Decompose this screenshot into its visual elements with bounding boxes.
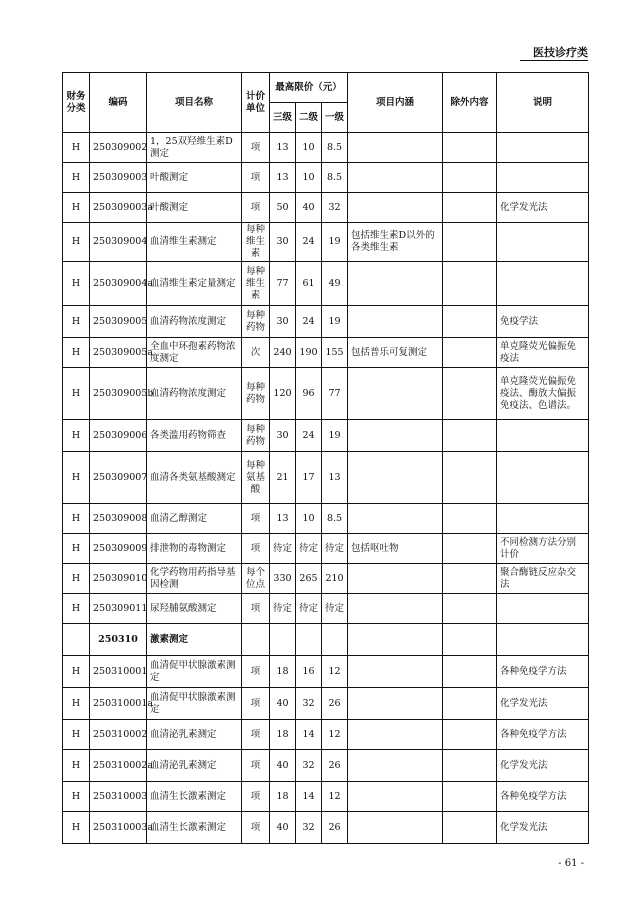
row-price-level2: 190: [296, 338, 322, 368]
row-name: 全血中环孢素药物浓度测定: [147, 338, 242, 368]
row-price-level1: 32: [322, 193, 348, 223]
row-price-level3: 240: [270, 338, 296, 368]
table-row: [63, 656, 589, 688]
table-row: [63, 720, 589, 750]
row-price-level3: 18: [270, 720, 296, 750]
table-row: [63, 534, 589, 564]
header-rule: [520, 60, 588, 61]
table-row: [63, 133, 589, 163]
row-content: [348, 262, 443, 306]
row-exclusion: [443, 420, 497, 452]
row-code: 250309011: [90, 594, 147, 624]
table-row: [63, 452, 589, 504]
row-price-level1: 26: [322, 688, 348, 720]
row-name: 血清维生素测定: [147, 223, 242, 262]
row-unit: 每种药物: [242, 368, 270, 420]
header-level2: 二级: [296, 103, 322, 133]
row-content: [348, 624, 443, 656]
row-content: [348, 452, 443, 504]
row-code: 250310002: [90, 720, 147, 750]
table-body: [63, 133, 589, 844]
page-number: - 61 -: [558, 858, 584, 869]
row-note: 免疫学法: [497, 306, 589, 338]
row-note: [497, 624, 589, 656]
row-price-level2: 40: [296, 193, 322, 223]
row-price-level1: 77: [322, 368, 348, 420]
row-price-level2: 待定: [296, 594, 322, 624]
row-price-level1: 12: [322, 782, 348, 812]
price-table: [62, 72, 589, 844]
row-unit: 项: [242, 504, 270, 534]
row-name: 血清促甲状腺激素测定: [147, 688, 242, 720]
row-name: 血清泌乳素测定: [147, 750, 242, 782]
row-price-level3: 待定: [270, 594, 296, 624]
table-row: [63, 420, 589, 452]
row-category: [63, 624, 90, 656]
table-row: [63, 193, 589, 223]
table-row: [63, 262, 589, 306]
row-exclusion: [443, 534, 497, 564]
row-price-level3: 40: [270, 688, 296, 720]
row-name: 激素测定: [147, 624, 242, 656]
header-max-price: 最高限价（元）: [270, 73, 348, 103]
row-category: H: [63, 223, 90, 262]
row-note: 单克隆荧光偏振免疫法: [497, 338, 589, 368]
row-price-level1: 8.5: [322, 163, 348, 193]
row-content: [348, 750, 443, 782]
row-note: [497, 420, 589, 452]
row-price-level1: 19: [322, 420, 348, 452]
row-name: 血清维生素定量测定: [147, 262, 242, 306]
row-category: H: [63, 504, 90, 534]
row-code: 250309005: [90, 306, 147, 338]
row-code: 250310: [90, 624, 147, 656]
row-exclusion: [443, 688, 497, 720]
row-price-level3: 40: [270, 750, 296, 782]
row-note: [497, 133, 589, 163]
table-row: [63, 504, 589, 534]
row-note: [497, 452, 589, 504]
row-content: [348, 564, 443, 594]
row-content: [348, 133, 443, 163]
row-price-level2: 10: [296, 504, 322, 534]
row-content: [348, 720, 443, 750]
row-price-level2: 32: [296, 688, 322, 720]
row-category: H: [63, 750, 90, 782]
table-row: [63, 338, 589, 368]
row-code: 250309004: [90, 223, 147, 262]
row-exclusion: [443, 624, 497, 656]
row-content: [348, 193, 443, 223]
row-price-level3: 30: [270, 420, 296, 452]
header-code: 编码: [90, 73, 147, 133]
row-price-level3: 13: [270, 504, 296, 534]
row-price-level2: 14: [296, 782, 322, 812]
row-name: 血清乙醇测定: [147, 504, 242, 534]
row-exclusion: [443, 452, 497, 504]
row-exclusion: [443, 338, 497, 368]
row-exclusion: [443, 656, 497, 688]
row-category: H: [63, 534, 90, 564]
row-code: 250309004a: [90, 262, 147, 306]
row-unit: 每种维生素: [242, 262, 270, 306]
table-row: [63, 223, 589, 262]
row-price-level1: 待定: [322, 594, 348, 624]
row-code: 250310002a: [90, 750, 147, 782]
row-note: 化学发光法: [497, 812, 589, 844]
row-unit: 每种维生素: [242, 223, 270, 262]
row-price-level2: 265: [296, 564, 322, 594]
section-header: 医技诊疗类: [533, 46, 588, 59]
row-content: [348, 368, 443, 420]
row-category: H: [63, 564, 90, 594]
row-unit: 项: [242, 656, 270, 688]
row-code: 250309008: [90, 504, 147, 534]
table-row: [63, 782, 589, 812]
table-row: [63, 750, 589, 782]
row-code: 250310003: [90, 782, 147, 812]
row-price-level3: 18: [270, 656, 296, 688]
row-name: 血清生长激素测定: [147, 782, 242, 812]
row-price-level1: 12: [322, 720, 348, 750]
row-name: 排泄物的毒物测定: [147, 534, 242, 564]
row-exclusion: [443, 262, 497, 306]
row-price-level2: 61: [296, 262, 322, 306]
row-price-level2: 32: [296, 750, 322, 782]
row-price-level3: 50: [270, 193, 296, 223]
row-category: H: [63, 420, 90, 452]
row-name: 各类滥用药物筛查: [147, 420, 242, 452]
row-unit: 项: [242, 782, 270, 812]
header-note: 说明: [497, 73, 589, 133]
row-price-level2: 24: [296, 420, 322, 452]
row-category: H: [63, 594, 90, 624]
row-category: H: [63, 452, 90, 504]
header-category: 财务分类: [63, 73, 90, 133]
row-name: 血清药物浓度测定: [147, 368, 242, 420]
row-note: 化学发光法: [497, 688, 589, 720]
row-note: [497, 163, 589, 193]
row-name: 化学药物用药指导基因检测: [147, 564, 242, 594]
row-category: H: [63, 262, 90, 306]
row-category: H: [63, 782, 90, 812]
row-code: 250309006: [90, 420, 147, 452]
row-content: [348, 782, 443, 812]
row-note: 各种免疫学方法: [497, 656, 589, 688]
table-row: [63, 812, 589, 844]
row-price-level1: 12: [322, 656, 348, 688]
row-category: H: [63, 368, 90, 420]
row-unit: 项: [242, 688, 270, 720]
row-unit: 项: [242, 193, 270, 223]
row-price-level1: 26: [322, 812, 348, 844]
row-content: 包括呕吐物: [348, 534, 443, 564]
row-name: 1，25双羟维生素D测定: [147, 133, 242, 163]
row-code: 250309003a: [90, 193, 147, 223]
row-category: H: [63, 688, 90, 720]
row-note: 各种免疫学方法: [497, 782, 589, 812]
table-row: [63, 368, 589, 420]
row-exclusion: [443, 594, 497, 624]
row-note: 单克隆荧光偏振免疫法、酶放大偏振免疫法、色谱法。: [497, 368, 589, 420]
row-unit: 项: [242, 534, 270, 564]
header-unit: 计价单位: [242, 73, 270, 133]
row-unit: 项: [242, 720, 270, 750]
row-price-level3: 30: [270, 223, 296, 262]
row-unit: 项: [242, 750, 270, 782]
row-price-level1: 8.5: [322, 133, 348, 163]
row-price-level3: 120: [270, 368, 296, 420]
row-category: H: [63, 133, 90, 163]
row-price-level1: 19: [322, 223, 348, 262]
header-level1: 一级: [322, 103, 348, 133]
row-category: H: [63, 812, 90, 844]
row-price-level3: 30: [270, 306, 296, 338]
row-name: 叶酸测定: [147, 163, 242, 193]
row-price-level3: 13: [270, 133, 296, 163]
row-code: 250309005a: [90, 338, 147, 368]
table-row: [63, 688, 589, 720]
row-unit: 项: [242, 133, 270, 163]
row-note: 聚合酶链反应杂交法: [497, 564, 589, 594]
row-content: 包括普乐可复测定: [348, 338, 443, 368]
row-price-level1: 26: [322, 750, 348, 782]
row-content: [348, 656, 443, 688]
row-price-level3: 18: [270, 782, 296, 812]
row-price-level2: 10: [296, 163, 322, 193]
row-exclusion: [443, 812, 497, 844]
row-note: [497, 262, 589, 306]
row-price-level2: 32: [296, 812, 322, 844]
row-price-level2: 17: [296, 452, 322, 504]
row-price-level1: 19: [322, 306, 348, 338]
row-name: 血清药物浓度测定: [147, 306, 242, 338]
row-unit: 每个位点: [242, 564, 270, 594]
row-price-level2: 待定: [296, 534, 322, 564]
row-note: 不同检测方法分别计价: [497, 534, 589, 564]
row-category: H: [63, 720, 90, 750]
row-name: 血清促甲状腺激素测定: [147, 656, 242, 688]
row-note: 各种免疫学方法: [497, 720, 589, 750]
row-category: H: [63, 656, 90, 688]
row-price-level3: 13: [270, 163, 296, 193]
row-price-level3: 330: [270, 564, 296, 594]
row-price-level1: 155: [322, 338, 348, 368]
row-content: 包括维生素D以外的各类维生素: [348, 223, 443, 262]
row-category: H: [63, 163, 90, 193]
row-unit: 次: [242, 338, 270, 368]
row-price-level1: 49: [322, 262, 348, 306]
row-price-level3: 40: [270, 812, 296, 844]
row-code: 250309007: [90, 452, 147, 504]
row-content: [348, 163, 443, 193]
row-exclusion: [443, 163, 497, 193]
row-content: [348, 812, 443, 844]
row-exclusion: [443, 504, 497, 534]
row-unit: [242, 624, 270, 656]
row-content: [348, 420, 443, 452]
row-unit: 项: [242, 812, 270, 844]
row-unit: 项: [242, 163, 270, 193]
row-content: [348, 594, 443, 624]
row-price-level1: 210: [322, 564, 348, 594]
row-price-level1: 8.5: [322, 504, 348, 534]
row-exclusion: [443, 720, 497, 750]
row-price-level3: [270, 624, 296, 656]
row-code: 250310001a: [90, 688, 147, 720]
row-code: 250310003a: [90, 812, 147, 844]
row-name: 血清生长激素测定: [147, 812, 242, 844]
row-category: H: [63, 193, 90, 223]
header-exclusion: 除外内容: [443, 73, 497, 133]
row-code: 250309010: [90, 564, 147, 594]
row-content: [348, 504, 443, 534]
row-content: [348, 306, 443, 338]
section-row: [63, 624, 589, 656]
row-exclusion: [443, 223, 497, 262]
row-exclusion: [443, 193, 497, 223]
row-price-level1: 13: [322, 452, 348, 504]
row-category: H: [63, 306, 90, 338]
row-price-level2: 96: [296, 368, 322, 420]
row-price-level2: [296, 624, 322, 656]
row-price-level3: 77: [270, 262, 296, 306]
row-price-level1: 待定: [322, 534, 348, 564]
row-exclusion: [443, 564, 497, 594]
row-note: 化学发光法: [497, 193, 589, 223]
row-price-level2: 16: [296, 656, 322, 688]
row-unit: 项: [242, 594, 270, 624]
row-exclusion: [443, 306, 497, 338]
table-row: [63, 594, 589, 624]
row-note: [497, 223, 589, 262]
row-note: [497, 594, 589, 624]
table-row: [63, 306, 589, 338]
row-unit: 每种氨基酸: [242, 452, 270, 504]
row-name: 血清泌乳素测定: [147, 720, 242, 750]
row-exclusion: [443, 782, 497, 812]
row-note: [497, 504, 589, 534]
row-exclusion: [443, 133, 497, 163]
row-exclusion: [443, 750, 497, 782]
row-code: 250310001: [90, 656, 147, 688]
row-price-level2: 14: [296, 720, 322, 750]
table-row: [63, 564, 589, 594]
row-price-level3: 待定: [270, 534, 296, 564]
row-price-level2: 24: [296, 223, 322, 262]
row-category: H: [63, 338, 90, 368]
row-exclusion: [443, 368, 497, 420]
row-code: 250309002: [90, 133, 147, 163]
row-code: 250309003: [90, 163, 147, 193]
header-name: 项目名称: [147, 73, 242, 133]
row-note: 化学发光法: [497, 750, 589, 782]
row-code: 250309005b: [90, 368, 147, 420]
row-price-level2: 10: [296, 133, 322, 163]
table-row: [63, 163, 589, 193]
row-code: 250309009: [90, 534, 147, 564]
row-price-level2: 24: [296, 306, 322, 338]
row-content: [348, 688, 443, 720]
header-content: 项目内涵: [348, 73, 443, 133]
row-price-level3: 21: [270, 452, 296, 504]
row-unit: 每种药物: [242, 306, 270, 338]
row-unit: 每种药物: [242, 420, 270, 452]
row-name: 叶酸测定: [147, 193, 242, 223]
row-name: 尿羟脯氨酸测定: [147, 594, 242, 624]
header-level3: 三级: [270, 103, 296, 133]
row-name: 血清各类氨基酸测定: [147, 452, 242, 504]
row-price-level1: [322, 624, 348, 656]
